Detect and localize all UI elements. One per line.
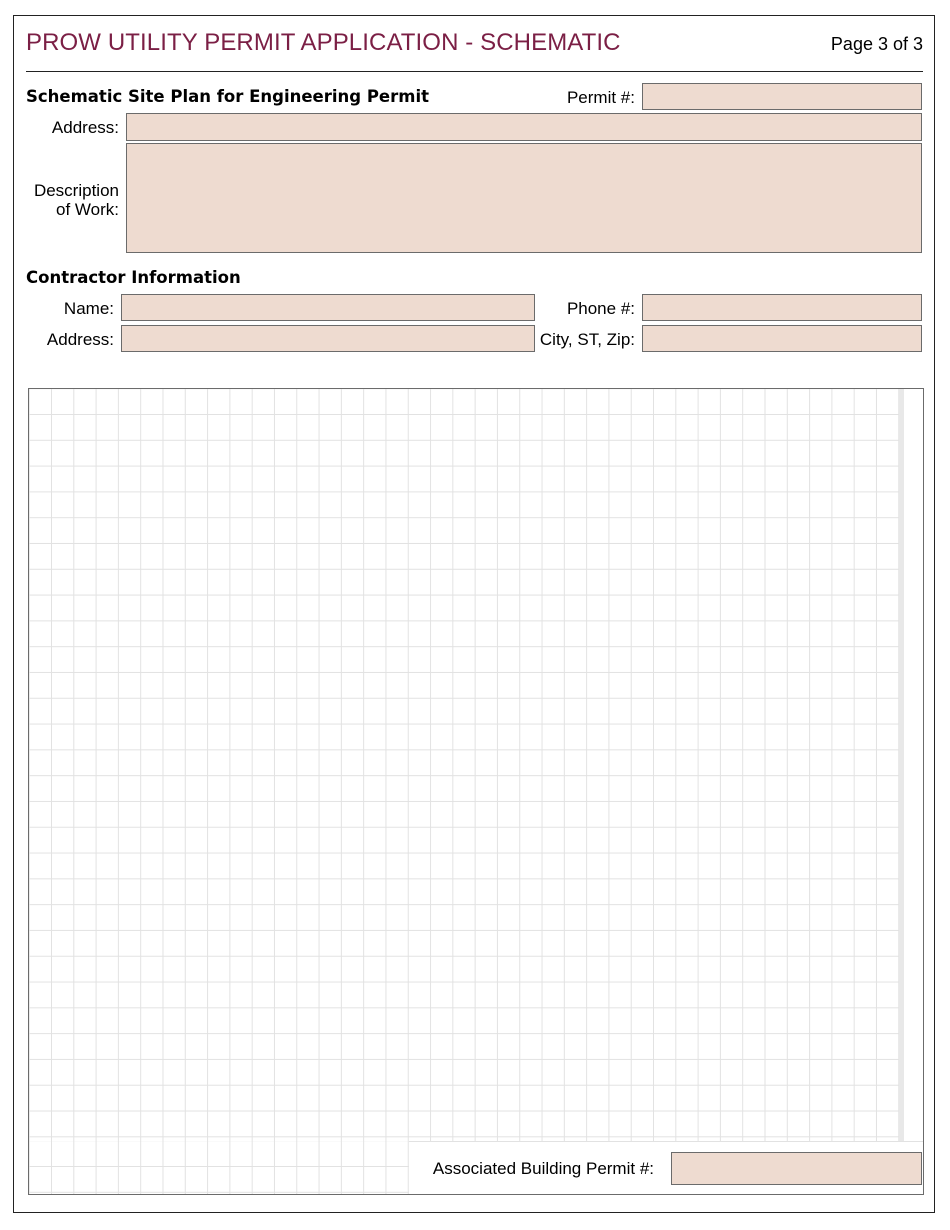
grid-right-edge (899, 389, 904, 1141)
contractor-city-input[interactable] (642, 325, 922, 352)
description-label-line1: Description (33, 181, 119, 200)
description-label-line2: of Work: (56, 200, 119, 219)
schematic-drawing-grid[interactable] (28, 388, 924, 1195)
contractor-name-label: Name: (63, 299, 114, 318)
description-label (20, 181, 119, 219)
associated-permit-input[interactable] (671, 1152, 922, 1185)
site-plan-heading: Schematic Site Plan for Engineering Permit (26, 87, 429, 106)
contractor-address-label: Address: (46, 330, 114, 349)
contractor-address-input[interactable] (121, 325, 535, 352)
contractor-heading: Contractor Information (26, 268, 241, 287)
grid-lines-main (29, 389, 899, 1141)
grid-lines-bottom (29, 1141, 409, 1195)
page-title: PROW UTILITY PERMIT APPLICATION - SCHEMATIC (26, 29, 621, 56)
site-address-label: Address: (51, 118, 119, 137)
page-indicator: Page 3 of 3 (830, 34, 923, 54)
permit-number-label: Permit #: (566, 88, 635, 107)
header-divider (26, 71, 923, 72)
associated-permit-label: Associated Building Permit #: (432, 1159, 654, 1178)
site-address-input[interactable] (126, 113, 922, 141)
contractor-phone-input[interactable] (642, 294, 922, 321)
contractor-name-input[interactable] (121, 294, 535, 321)
contractor-phone-label: Phone #: (566, 299, 635, 318)
permit-number-input[interactable] (642, 83, 922, 110)
grid-bottom-divider (409, 1141, 924, 1142)
contractor-city-label: City, ST, Zip: (539, 330, 635, 349)
description-of-work-input[interactable] (126, 143, 922, 253)
